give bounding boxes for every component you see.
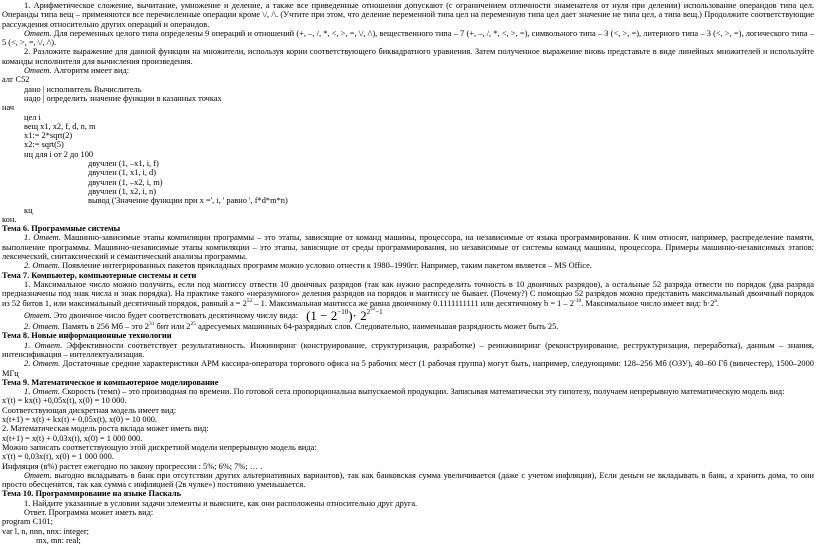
answer-text: Это двоичное число будет соответствовать десятичному числу вида: [51, 310, 299, 320]
superscript: -10 [573, 297, 582, 304]
task-10-1-text: 1. Найдите указанные в условии задачи элементы и выясните, как они расположены относительно друг друга. [24, 498, 418, 508]
answer-9-3 [2, 471, 814, 490]
code-line: кц [24, 205, 33, 215]
algorithm-code-block [2, 75, 814, 224]
formula-exponent [367, 308, 383, 316]
answer-2-intro [2, 66, 814, 75]
answer-label: Ответ. [24, 470, 52, 480]
superscript: 25 [190, 321, 196, 328]
text-part: Память в 256 Мб – это 2 [59, 322, 149, 332]
code-line: x2:= sqrt(5) [24, 140, 64, 150]
code-line: алг С52 [2, 75, 30, 85]
code-line: двучлен (1, x2, i, n) [88, 186, 157, 196]
equation-line: x(t+1) = x(t) + kx(t) + 0,05x(t), x(0) = 10 000. [2, 415, 158, 425]
answer-label: 2. Ответ. [24, 322, 60, 332]
superscript: 52 [246, 297, 253, 304]
superscript: a [714, 297, 717, 304]
answer-text: Эффективности соответствует результативность. Инжиниринг (конструирование, структуризация, разработке) – реинжиниринг (реконструирование, реструктуризация, переработка), данным – знания, интенсификация – интеллектуализация. [2, 340, 814, 359]
formula-exp-exp: 52 [370, 306, 376, 312]
text-part: – 1. Максимальная мантисса же равна двоичному 0.1111111111 или десятичному b = 1 – 2 [252, 298, 574, 308]
code-line: дано | исполнитель Вычислитель [24, 84, 142, 94]
answer-label: Ответ. [24, 28, 52, 38]
answer-8-1 [2, 341, 814, 360]
heading-theme-8: Тема 8. Новые информационные технологии [2, 331, 172, 341]
answer-label: 2. Ответ. [24, 359, 61, 369]
heading-theme-9: Тема 9. Математическое и компьютерное моделирование [2, 377, 219, 387]
answer-text: Достаточные средние характеристики АРМ кассира-оператора торгового офиса на 5 рабочих мест (1 рабочая группа) могут быть, например, следующими: 128–256 Мб (ОЗУ), 40–60 Гб (винчестер), 1500–2000 МГц [2, 359, 814, 378]
heading-theme-6: Тема 6. Программные системы [2, 224, 121, 234]
equation-line: Можно записать соответствующую этой дискретной модели непрерывную модель вида: [2, 442, 317, 452]
code-line: надо | определить значение функции в казанных точках [24, 93, 222, 103]
answer-9-1 [2, 387, 814, 396]
equation-line: x(t+1) = x(t) + 0,03x(t), x(0) = 1 000 000. [2, 433, 143, 443]
code-line: var l, n, nnn, nnx: integer; [2, 526, 89, 536]
answer-label: 2. Ответ. [24, 261, 60, 271]
text-part: . Максимальное число имеет вид: b·2 [581, 298, 715, 308]
answer-6-1 [2, 233, 814, 261]
text-part: . [716, 298, 719, 308]
answer-label: Ответ. [24, 66, 52, 76]
model-equations [2, 396, 814, 470]
answer-6-2 [2, 261, 814, 270]
answer-text: Скорость (темп) – это производная по времени. По готовой сета пропорциональна выпускаемой продукции. Записывая математически эту гипотезу, получаем непрерывную математическую модель вид: [59, 387, 785, 397]
answer-7-1 [2, 306, 814, 323]
code-line: нц для i от 2 до 100 [24, 149, 94, 159]
answer-10-intro: Ответ. Программа может иметь вид: [24, 508, 154, 518]
code-line: вывод ('Значение функции при x =', i, ' равно ', f*d*m*n) [88, 196, 288, 206]
equation-line: x'(t) = 0,03x(t), x(0) = 1 000 000. [2, 452, 114, 462]
code-line: program C101; [2, 517, 53, 527]
task-7-1-text [2, 280, 814, 308]
code-line: mx, mn: real; [36, 535, 81, 545]
task-1-text: 1. Арифметическое сложение, вычитание, умножение и деление, а также все приведенные отношения допускают (с ограничением отличности знаменателя от нуля при делении) использование операндов типа цел. Операнды типа вещ – применяются все перечисленные операции кроме \/, /\. (Учтите при этом, что деление переменной типа цел на переменную типа цел дает значение не типа цел, а типа вещ.) Продолжите соответствующие рассуждения относительно других операций и операндов. [2, 1, 814, 29]
answer-7-2 [2, 322, 814, 331]
answer-label: 1. Ответ. [24, 387, 60, 397]
formula-exponent: −10 [337, 307, 349, 316]
code-line: вещ x1, x2, f, d, n, m [24, 121, 96, 131]
text-part: 1. Максимальное число можно получить, если под мантиссу отвести 10 двоичных разрядов (так как нужно распределить точность в 10 двоичных разрядов), а остальные 52 разряда отвести по порядок (два разряда предназначены под знак числа и знак порядка). На практике такого «неразумного» деления разрядов на порядок и мантиссу не бывает. (Почему?) С помощью 52 разрядов можно представить максимальный двоичный порядок из 52 битов 1, или максимальный десятичный порядок, равный a = 2 [2, 279, 814, 308]
formula-exp-tail: −1 [375, 307, 383, 316]
code-line: двучлен (1, –x1, i, f) [88, 159, 159, 169]
equation-line: x'(t) = kx(t) +0,05x(t), x(0) = 10 000. [2, 396, 127, 406]
task-2-text: 2. Разложите выражение для данной функции на множители, используя корни соответствующего биквадратного уравнения. Затем полученное выражение вновь представьте в виде линейных множителей и используйте команды исполнителя для вычисления произведения. [2, 47, 814, 66]
answer-1 [2, 29, 814, 48]
heading-theme-10: Тема 10. Программирование на языке Паскаль [2, 489, 182, 499]
code-line: двучлен (1, –x2, i, m) [88, 177, 163, 187]
equation-line: Соответствующая дискретная модель имеет вид: [2, 405, 177, 415]
equation-line: Инфляция (в%) растет ежегодно по закону прогрессии : 5%; 6%; 7%; … . [2, 461, 263, 471]
equation-line: 2. Математическая модель роста вклада может иметь вид: [2, 424, 209, 434]
answer-text: Появление интегрированных пакетов прикладных программ можно условно отнести к 1980–1990гг. Например, таким пакетом является – MS Office. [59, 261, 592, 271]
formula-base: )· 2 [348, 307, 367, 323]
formula [298, 308, 383, 323]
answer-8-2 [2, 359, 814, 378]
answer-text: Для переменных целого типа определены 9 операций и отношений (+, –, /, *, <, >, =, \/, /\), вещественного типа – 7 (+, –, /, *, <, >, =), символьного типа – 3 (<, >, =), литерного типа – 3 (<, >, =), логического типа – 5 (<, >, =, \/, /\). [2, 28, 814, 48]
superscript: 31 [148, 321, 155, 328]
code-line: кон. [2, 214, 17, 224]
code-line: x1:= 2*sqrt(2) [24, 131, 73, 141]
answer-label: 1. Ответ. [24, 233, 61, 243]
answer-text: выгодно вкладывать в банк при отсутствии других альтернативных вариантов), так как банковская сумма увеличивается (даже с учетом инфляции), Если деньги не вкладывать в банк, а хранить дома, то они просто обесценятся, так как сумма с инфляцией (2в чулке») постоянно уменьшается. [2, 470, 814, 490]
code-line: нач [2, 103, 15, 113]
code-line: двучлен (1, x1, i, d) [88, 168, 157, 178]
pascal-code-block [2, 517, 814, 545]
answer-text: Алгоритм имеет вид: [51, 66, 130, 76]
formula-base: (1 − 2 [306, 307, 338, 323]
answer-label: Ответ. [24, 310, 52, 320]
text-part: бит или 2 [154, 322, 191, 332]
answer-label: 1. Ответ. [24, 340, 63, 350]
text-part: адресуемых машинных 64-разрядных слов. Следовательно, наименьшая разрядность может быть 25. [195, 322, 559, 332]
code-line: цел i [24, 112, 41, 122]
heading-theme-7: Тема 7. Компьютер, компьютерные системы и сети [2, 270, 197, 280]
answer-text: Машинно-зависимые этапы компиляции программы – это этапы, зависящие от команд машины, процессора, на независимые от языка программирования. К ним относят, например, распределение памяти, выполнение программы. Машинно-независимые этапы компиляции – это этапы, зависящие от среды программирования, но независимые от системы команд машины, процессора. Примеры машинно-независимых этапов: лексический, синтаксический и семантический анализы программы. [2, 233, 814, 262]
formula-exp-base: 2 [366, 307, 371, 316]
